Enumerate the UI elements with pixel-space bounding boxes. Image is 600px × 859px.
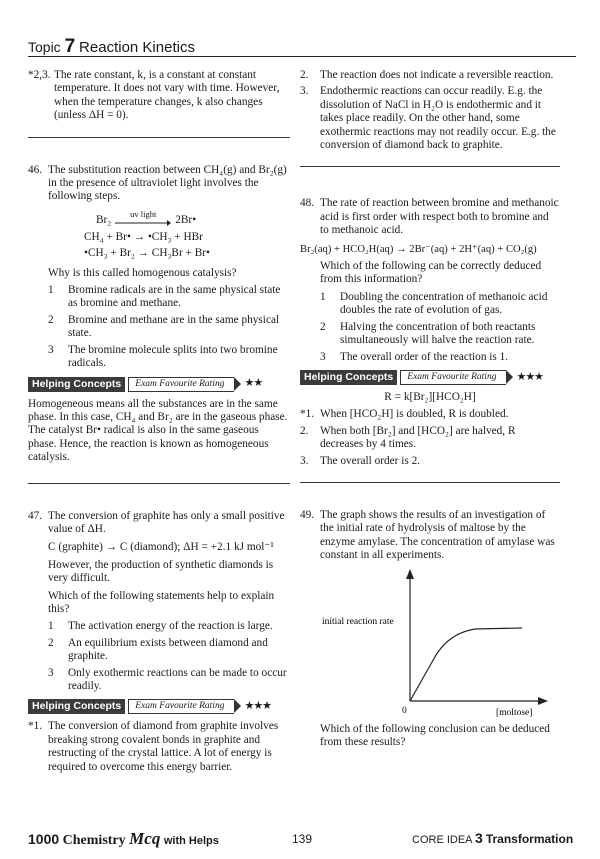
help-text: *1. The conversion of diamond from graphite involves breaking strong covalent bonds in graphite and restructing of the crystal lattice. A lot of energy is required to overcome this energy barrier. [28,720,279,773]
list-item: 1 The activation energy of the reaction is large. [48,620,273,633]
divider [300,482,560,483]
list-item: 2. The reaction does not indicate a reversible reaction. [300,69,554,81]
question-48: 48. The rate of reaction between bromine and methanoic acid is first order with respect both to bromine and to methanoic acid. Br₂(aq) + HCO₂H(aq) → 2Br⁻(aq) + 2H⁺(aq) + CO₂(g) Which of the following can be correctly deduced from this information? 1 Doubling the concentration of methanoic acid doubles the rate of evolution of gas. 2 Halving the concentration of both reactants simultaneously will halve the reaction rate. 3 The overall order of the reaction is 1. Helping Concepts Exam Favourite Rating ★★★ R = k[Br₂][HCO₂H] *1. When [HCO₂H] is doubled, R is doubled. 2. When both [Br₂] and [HCO₂] are halved, R decreases by 4 times. 3. The overall order is 2. [300,197,559,467]
star-rating: ★★ [244,377,263,390]
list-item: 2 An equilibrium exists between diamond and graphite. [48,636,268,663]
helping-concepts-banner: Helping Concepts Exam Favourite Rating ★★★ [300,370,560,385]
answer-note: *2,3. The rate constant, k, is a constant at constant temperature. It does not vary with time. However, when the temperature changes, k also changes (unless ΔH = 0). [28,69,280,122]
x-axis-label: [moltose] [496,707,533,717]
option-list [48,284,290,370]
question-text: Which of the following conclusion can be deduced from these results? [320,722,550,748]
star-rating: ★★★ [516,370,544,383]
help-list [300,408,560,468]
arrow-icon [115,220,171,226]
equation-3: •CH₃ + Br₂ → CH₃Br + Br• [84,247,210,260]
divider [300,166,560,167]
question-49: 49. The graph shows the results of an investigation of the initial rate of hydrolysis of maltose by the enzyme amylase. The concentration of amylase was constant in all experiments. initial reaction rate 0 [moltose] Which of the following conclusion can be deduced from these results? [300,509,560,749]
list-item: 1 Bromine radicals are in the same physical state as bromine and methane. [48,284,281,310]
list-item: *1. When [HCO₂H] is doubled, R is doubled. [300,408,509,421]
option-list [320,291,560,364]
header-rule [28,56,576,57]
book-title: 1000 Chemistry Mcq with Helps [28,829,219,848]
question-46: 46. The substitution reaction between CH₄(g) and Br₂(g) in the presence of ultraviolet light involves the following steps. Br₂ uv light 2Br• CH₄ + Br• → •CH₃ + HBr •CH₃ + Br₂ → CH₃Br + Br• Why is this called homogenous catalysis? 1 Bromine radicals are in the same physical state as bromine and methane. 2 Bromine and methane are in the same physical state. 3 The bromine molecule splits into two bromine radicals. Helping Concepts Exam Favourite Rating ★★ Homogeneous means all the substances are in the same phase. In this case, CH₄ and Br₂ are in the gaseous phase. The catalyst Br• radical is also in the same gaseous phase. Hence, the reaction is known as homogeneous catalysis. [28,164,290,465]
list-item: 3 The overall order of the reaction is 1. [320,350,509,363]
equation: C (graphite) → C (diamond); ΔH = +2.1 kJ mol⁻¹ [48,541,274,554]
list-item: 2 Halving the concentration of both reactants simultaneously will halve the reaction rate. [320,320,536,347]
topic-header [28,36,195,58]
option-list [48,620,290,693]
rate-equation: R = k[Br₂][HCO₂H] [384,390,476,403]
page-number: 139 [292,832,313,846]
question-47: 47. The conversion of graphite has only a small positive value of ΔH. C (graphite) → C (diamond); ΔH = +2.1 kJ mol⁻¹ However, the production of synthetic diamonds is very difficult. Which of the following statements help to explain this? 1 The activation energy of the reaction is large. 2 An equilibrium exists between diamond and graphite. 3 Only exothermic reactions can be made to occur readily. Helping Concepts Exam Favourite Rating ★★★ *1. The conversion of diamond from graphite involves breaking strong covalent bonds in graphite and restructing of the crystal lattice. A lot of energy is required to overcome this energy barrier. [28,510,290,775]
rate-graph [300,567,560,717]
list-item: 1 Doubling the concentration of methanoic acid doubles the rate of evolution of gas. [320,290,548,317]
right-column [300,66,560,749]
question-text: Why is this called homogenous catalysis? [48,266,237,279]
list-item: 3 Only exothermic reactions can be made to occur readily. [48,666,287,692]
helping-concepts-banner: Helping Concepts Exam Favourite Rating ★★★ [28,699,290,714]
star-rating: ★★★ [244,700,272,713]
list-item: 3 The bromine molecule splits into two bromine radicals. [48,343,278,370]
list-item: 3. Endothermic reactions can occur readily. E.g. the dissolution of NaCl in H₂O is endothermic and it takes place readily. On the other hand, some exothermic reactions may not readily occur. E.g. the conversion of diamond back to graphite. [300,85,556,152]
question-text: Which of the following can be correctly deduced from this information? [320,260,542,286]
equation-1: Br₂ uv light 2Br• [96,208,197,227]
list-item: 2 Bromine and methane are in the same physical state. [48,313,280,340]
topic-number: 7 [64,36,76,57]
origin-label: 0 [402,705,407,716]
answer-notes [300,69,560,152]
topic-word: Topic [28,39,61,55]
divider [28,137,290,138]
x-axis-arrow-icon [538,697,548,705]
list-item: 2. When both [Br₂] and [HCO₂] are halved, R decreases by 4 times. [300,424,516,451]
y-axis-label: initial reaction rate [322,616,394,627]
core-idea: CORE IDEA 3 Transformation [412,830,574,846]
equation: Br₂(aq) + HCO₂H(aq) → 2Br⁻(aq) + 2H⁺(aq) + CO₂(g) [300,243,537,255]
topic-title: Reaction Kinetics [79,39,195,56]
left-column [28,66,290,777]
y-axis-arrow-icon [406,569,414,579]
helping-concepts-banner: Helping Concepts Exam Favourite Rating ★★ [28,377,290,392]
rate-curve [410,628,522,701]
divider [28,483,290,484]
help-text: Homogeneous means all the substances are in the same phase. In this case, CH₄ and Br₂ are in the gaseous phase. The catalyst Br• radical is also in the same gaseous phase. Hence, the reaction is known as homogeneous catalysis. [28,397,288,464]
equation-2: CH₄ + Br• → •CH₃ + HBr [84,230,203,243]
list-item: 3. The overall order is 2. [300,454,421,467]
question-text: Which of the following statements help to explain this? [48,589,275,615]
